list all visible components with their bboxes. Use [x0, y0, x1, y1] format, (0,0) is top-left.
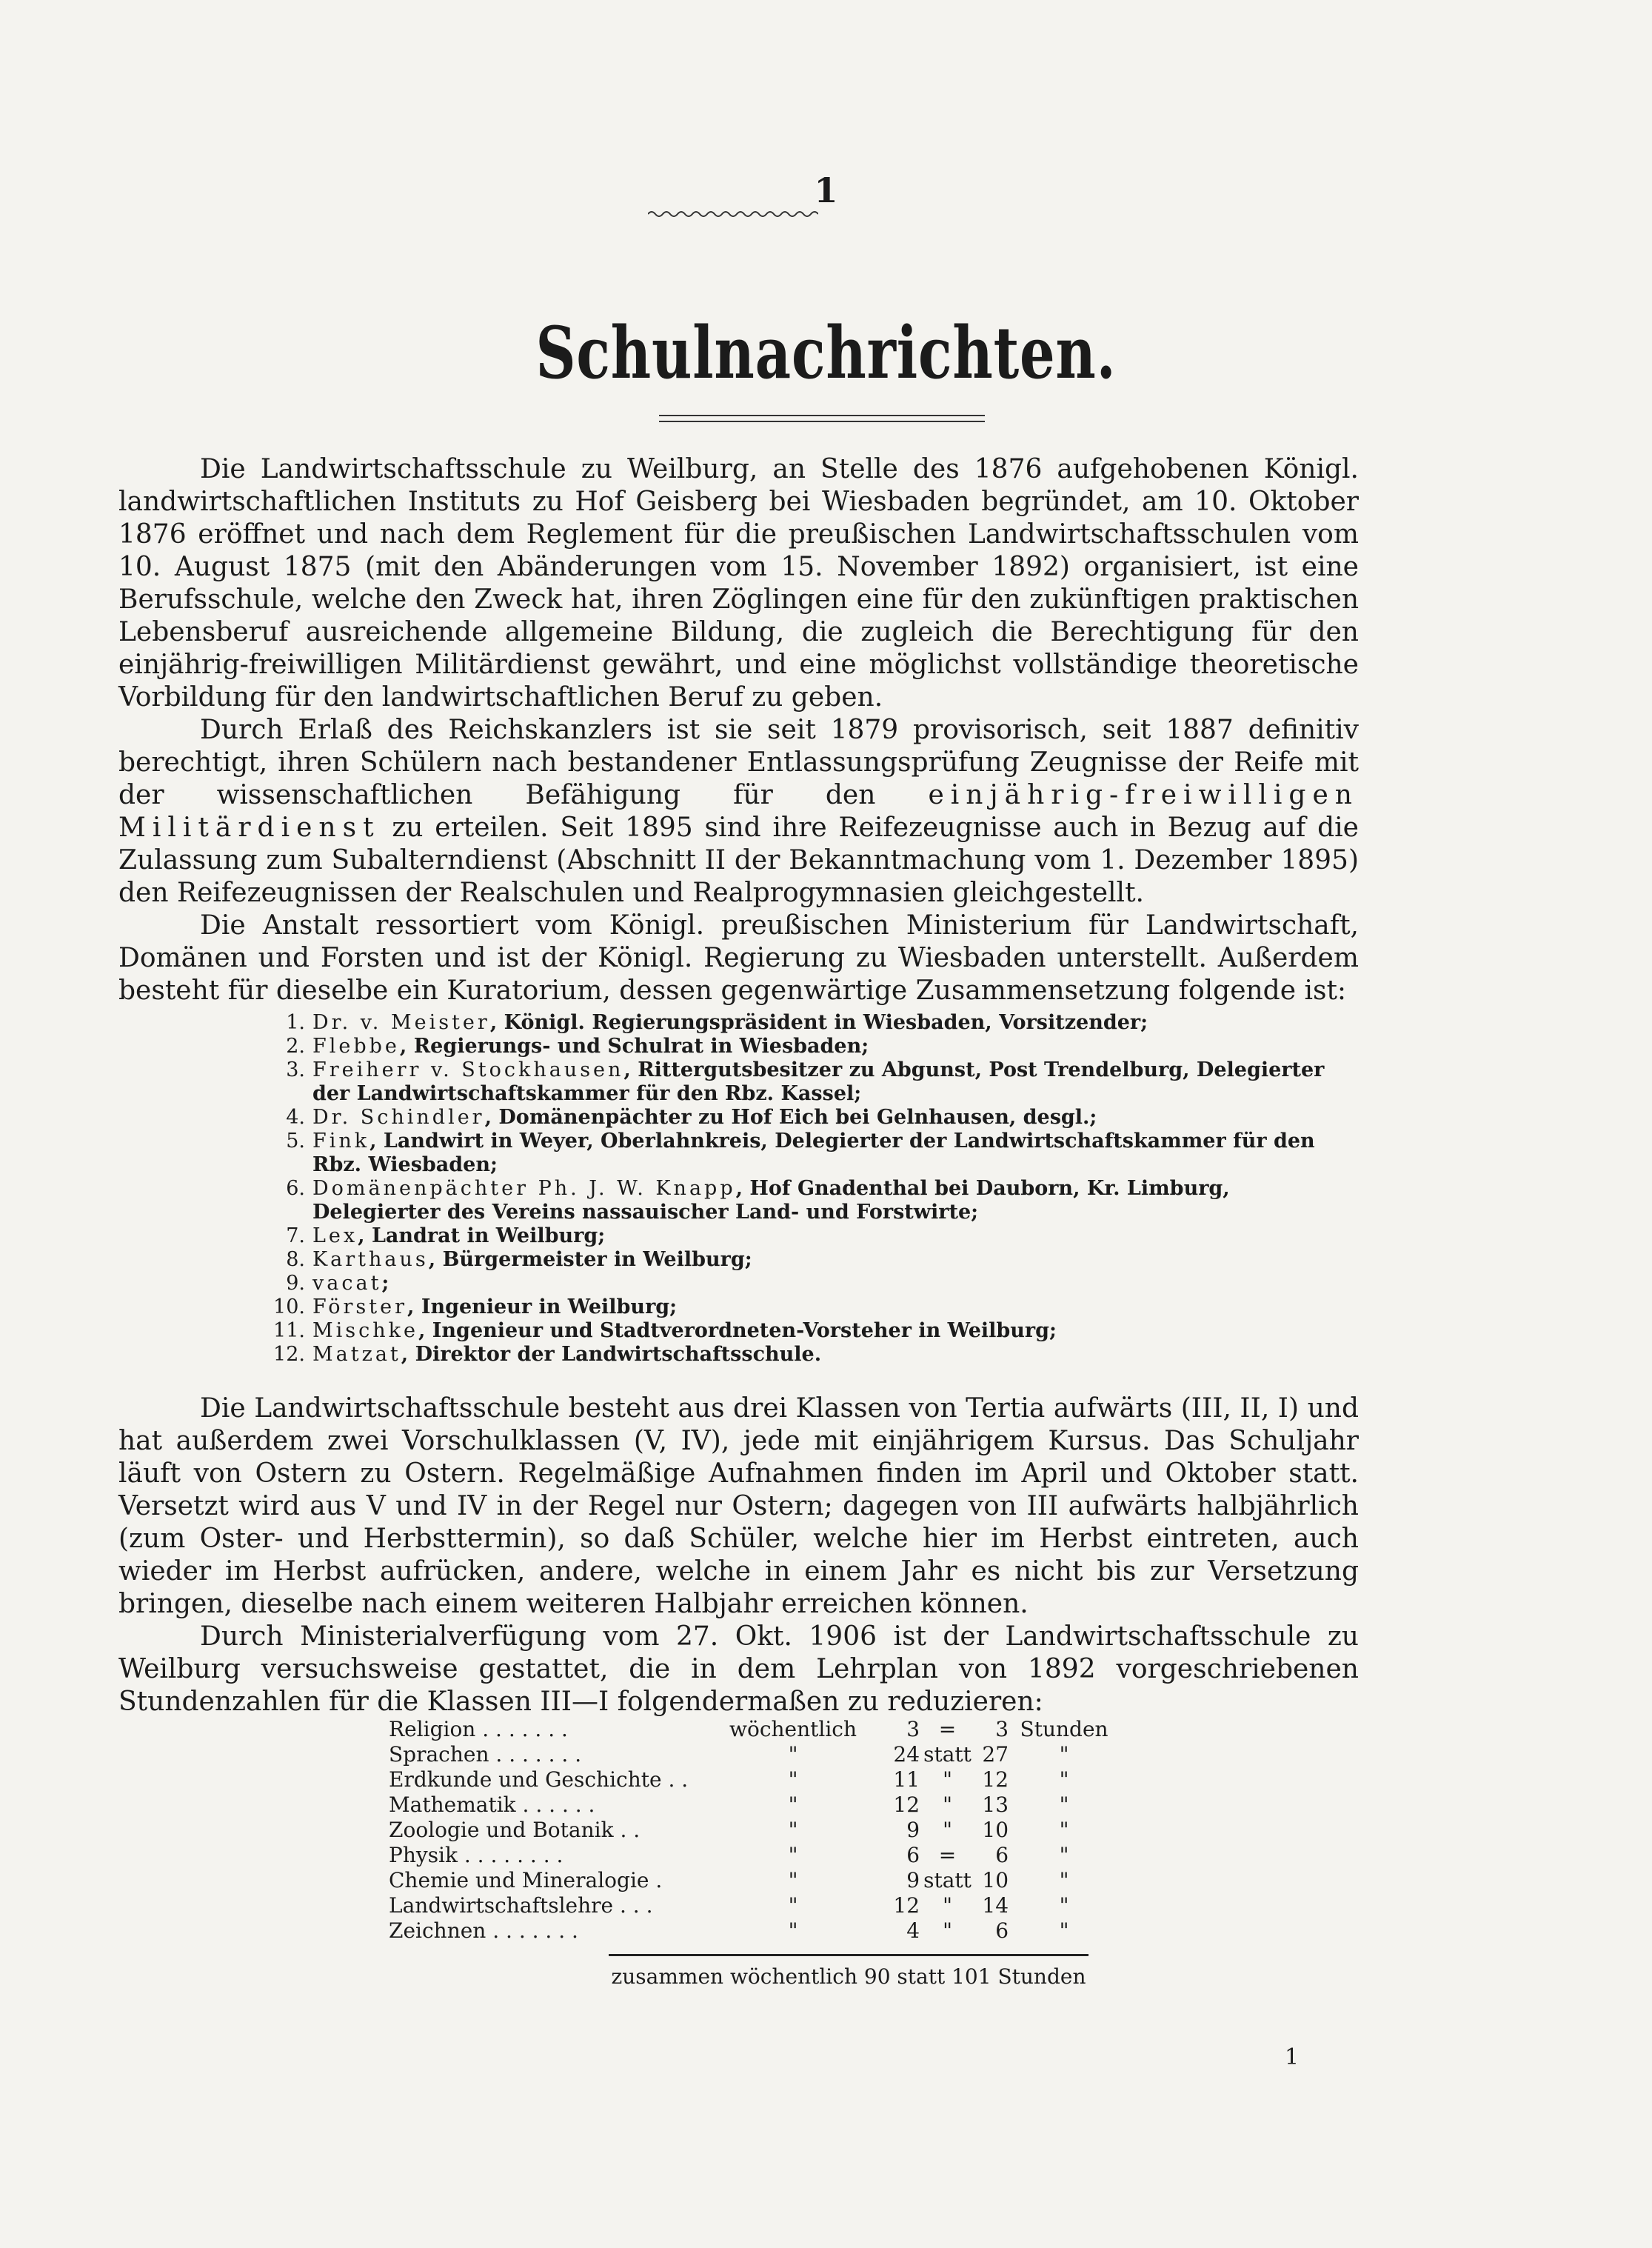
- signature-mark: 1: [1285, 2044, 1300, 2070]
- hours-value: 12: [893, 1792, 920, 1817]
- hours-label: ": [788, 1767, 798, 1792]
- hours-value: 3: [906, 1717, 920, 1741]
- hours-label: ": [788, 1792, 798, 1817]
- hours-unit: ": [1059, 1767, 1069, 1792]
- paragraph-rights-spaced: einjährig-freiwilligen Militärdienst: [118, 780, 1359, 843]
- hours-value: 11: [893, 1767, 920, 1792]
- hours-previous-value: 12: [982, 1767, 1009, 1792]
- hours-total: zusammen wöchentlich 90 statt 101 Stunden: [611, 1964, 1086, 1989]
- hours-unit: Stunden: [1020, 1717, 1108, 1741]
- curator-item: 10. Förster, Ingenieur in Weilburg;: [273, 1295, 678, 1318]
- hours-subject: Erdkunde und Geschichte . .: [389, 1767, 689, 1792]
- hours-relation: ": [943, 1767, 952, 1792]
- title-rule-second: [659, 421, 985, 422]
- hours-subject: Zoologie und Botanik . .: [389, 1818, 641, 1842]
- paragraph-rights-start: Durch Erlaß des Reichskanzlers ist sie seit 1879 provisorisch, seit 1887 definitiv berechtigt, ihren Schülern nach bestandener Entlassungsprüfung Zeugnisse der Reife mit der wissenschaftlichen Befähigung für den: [118, 715, 1359, 810]
- hours-previous-value: 10: [982, 1868, 1009, 1892]
- paragraph-hours-decree: Durch Ministerialverfügung vom 27. Okt. 1906 ist der Landwirtschaftsschule zu Weilburg versuchsweise gestattet, die in dem Lehrplan von 1892 vorgeschriebenen Stundenzahlen für die Klassen III—I folgendermaßen zu reduzieren:: [118, 1621, 1359, 1717]
- hours-label: ": [788, 1893, 798, 1918]
- hours-row: [389, 1717, 1120, 1742]
- hours-relation: statt: [923, 1742, 972, 1767]
- hours-value: 12: [893, 1893, 920, 1918]
- hours-subject: Landwirtschaftslehre . . .: [389, 1893, 653, 1918]
- hours-relation: ": [943, 1918, 952, 1943]
- curator-item: 7. Lex, Landrat in Weilburg;: [286, 1224, 606, 1247]
- curator-item: 2. Flebbe, Regierungs- und Schulrat in Wiesbaden;: [286, 1035, 869, 1058]
- curator-item: 6. Domänenpächter Ph. J. W. Knapp, Hof Gnadenthal bei Dauborn, Kr. Limburg, Delegierter des Vereins nassauischer Land- und Forstwirte;: [286, 1177, 1230, 1224]
- curator-item: 3. Freiherr v. Stockhausen, Rittergutsbesitzer zu Abgunst, Post Trendelburg, Delegierter der Landwirtschaftskammer für den Rbz. Kassel;: [286, 1058, 1325, 1105]
- curator-item: 1. Dr. v. Meister, Königl. Regierungspräsident in Wiesbaden, Vorsitzender;: [286, 1011, 1148, 1034]
- hours-unit: ": [1059, 1918, 1069, 1943]
- page-title: Schulnachrichten.: [535, 311, 1117, 395]
- hours-value: 9: [906, 1868, 920, 1892]
- hours-value: 9: [906, 1818, 920, 1842]
- hours-subject: Religion . . . . . . .: [389, 1717, 568, 1741]
- hours-row: [389, 1843, 1120, 1868]
- hours-label: ": [788, 1868, 798, 1892]
- hours-previous-value: 14: [982, 1893, 1009, 1918]
- hours-row: [389, 1868, 1120, 1893]
- curator-item: 8. Karthaus, Bürgermeister in Weilburg;: [286, 1248, 752, 1271]
- hours-previous-value: 10: [982, 1818, 1009, 1842]
- hours-unit: ": [1059, 1893, 1069, 1918]
- paragraph-classes: Die Landwirtschaftsschule besteht aus drei Klassen von Tertia aufwärts (III, II, I) und hat außerdem zwei Vorschulklassen (V, IV), jede mit einjährigem Kursus. Das Schuljahr läuft von Ostern zu Ostern. Regelmäßige Aufnahmen finden im April und Oktober statt. Versetzt wird aus V und IV in der Regel nur Ostern; dagegen von III aufwärts halbjährlich (zum Oster- und Herbsttermin), so daß Schüler, welche hier im Herbst eintreten, auch wieder im Herbst aufrücken, andere, welche in einem Jahr es nicht bis zur Versetzung bringen, dieselbe nach einem weiteren Halbjahr erreichen können.: [118, 1393, 1359, 1619]
- hours-relation: ": [943, 1818, 952, 1842]
- paragraph-founding: Die Landwirtschaftsschule zu Weilburg, an Stelle des 1876 aufgehobenen Königl. landwirtschaftlichen Instituts zu Hof Geisberg bei Wiesbaden begründet, am 10. Oktober 1876 eröffnet und nach dem Reglement für die preußischen Landwirtschaftsschulen vom 10. August 1875 (mit den Abänderungen vom 15. November 1892) organisiert, ist eine Berufsschule, welche den Zweck hat, ihren Zöglingen eine für den zukünftigen praktischen Lebensberuf ausreichende allgemeine Bildung, die zugleich die Berechtigung für den einjährig-freiwilligen Militärdienst gewährt, und eine möglichst vollständige theoretische Vorbildung für den landwirtschaftlichen Beruf zu geben.: [118, 454, 1359, 713]
- intro-text: [118, 453, 1359, 1007]
- curator-item: 4. Dr. Schindler, Domänenpächter zu Hof Eich bei Gelnhausen, desgl.;: [286, 1106, 1097, 1129]
- curator-item: 12. Matzat, Direktor der Landwirtschaftsschule.: [273, 1343, 822, 1366]
- hours-relation: statt: [923, 1868, 972, 1892]
- hours-value: 24: [893, 1742, 920, 1767]
- hours-unit: ": [1059, 1742, 1069, 1767]
- hours-subject: Physik . . . . . . . .: [389, 1843, 564, 1867]
- hours-previous-value: 13: [982, 1792, 1009, 1817]
- hours-relation: ": [943, 1792, 952, 1817]
- hours-label: ": [788, 1918, 798, 1943]
- paragraph-rights: [118, 714, 1359, 910]
- hours-relation: ": [943, 1893, 952, 1918]
- hours-value: 6: [906, 1843, 920, 1867]
- hours-row: [389, 1893, 1120, 1918]
- hours-unit: ": [1059, 1868, 1069, 1892]
- hours-previous-value: 3: [995, 1717, 1009, 1741]
- hours-label: ": [788, 1742, 798, 1767]
- curator-item: 9. vacat;: [286, 1272, 389, 1295]
- paragraph-rights-end: zu erteilen. Seit 1895 sind ihre Reifezeugnisse auch in Bezug auf die Zulassung zum Subalterndienst (Abschnitt II der Bekanntmachung vom 1. Dezember 1895) den Reifezeugnissen der Realschulen und Realprogymnasien gleichgestellt.: [118, 813, 1359, 908]
- hours-previous-value: 27: [982, 1742, 1009, 1767]
- hours-previous-value: 6: [995, 1918, 1009, 1943]
- page-number: 1: [814, 170, 838, 210]
- hours-unit: ": [1059, 1818, 1069, 1842]
- hours-unit: ": [1059, 1792, 1069, 1817]
- hours-subject: Chemie und Mineralogie .: [389, 1868, 663, 1892]
- wavy-ornament: [648, 209, 818, 219]
- hours-row: [389, 1792, 1120, 1818]
- hours-label: ": [788, 1818, 798, 1842]
- hours-unit: ": [1059, 1843, 1069, 1867]
- hours-relation: =: [938, 1717, 957, 1741]
- hours-table: [389, 1717, 1120, 1944]
- hours-subject: Zeichnen . . . . . . .: [389, 1918, 578, 1943]
- hours-row: [389, 1918, 1120, 1944]
- hours-relation: =: [938, 1843, 957, 1867]
- hours-row: [389, 1818, 1120, 1843]
- curator-list: [273, 1011, 1359, 1367]
- curator-item: 11. Mischke, Ingenieur und Stadtverordneten-Vorsteher in Weilburg;: [273, 1319, 1057, 1342]
- hours-label: wöchentlich: [729, 1717, 857, 1741]
- sum-rule: [609, 1954, 1088, 1956]
- hours-label: ": [788, 1843, 798, 1867]
- title-rule: [659, 415, 985, 416]
- hours-previous-value: 6: [995, 1843, 1009, 1867]
- curator-item: 5. Fink, Landwirt in Weyer, Oberlahnkreis, Delegierter der Landwirtschaftskammer für den Rbz. Wiesbaden;: [286, 1130, 1315, 1176]
- hours-row: [389, 1767, 1120, 1792]
- hours-subject: Sprachen . . . . . . .: [389, 1742, 582, 1767]
- hours-value: 4: [906, 1918, 920, 1943]
- hours-subject: Mathematik . . . . . .: [389, 1792, 595, 1817]
- hours-row: [389, 1742, 1120, 1767]
- organization-text: [118, 1393, 1359, 1718]
- paragraph-administration: Die Anstalt ressortiert vom Königl. preußischen Ministerium für Landwirtschaft, Domänen und Forsten und ist der Königl. Regierung zu Wiesbaden unterstellt. Außerdem besteht für dieselbe ein Kuratorium, dessen gegenwärtige Zusammensetzung folgende ist:: [118, 910, 1359, 1006]
